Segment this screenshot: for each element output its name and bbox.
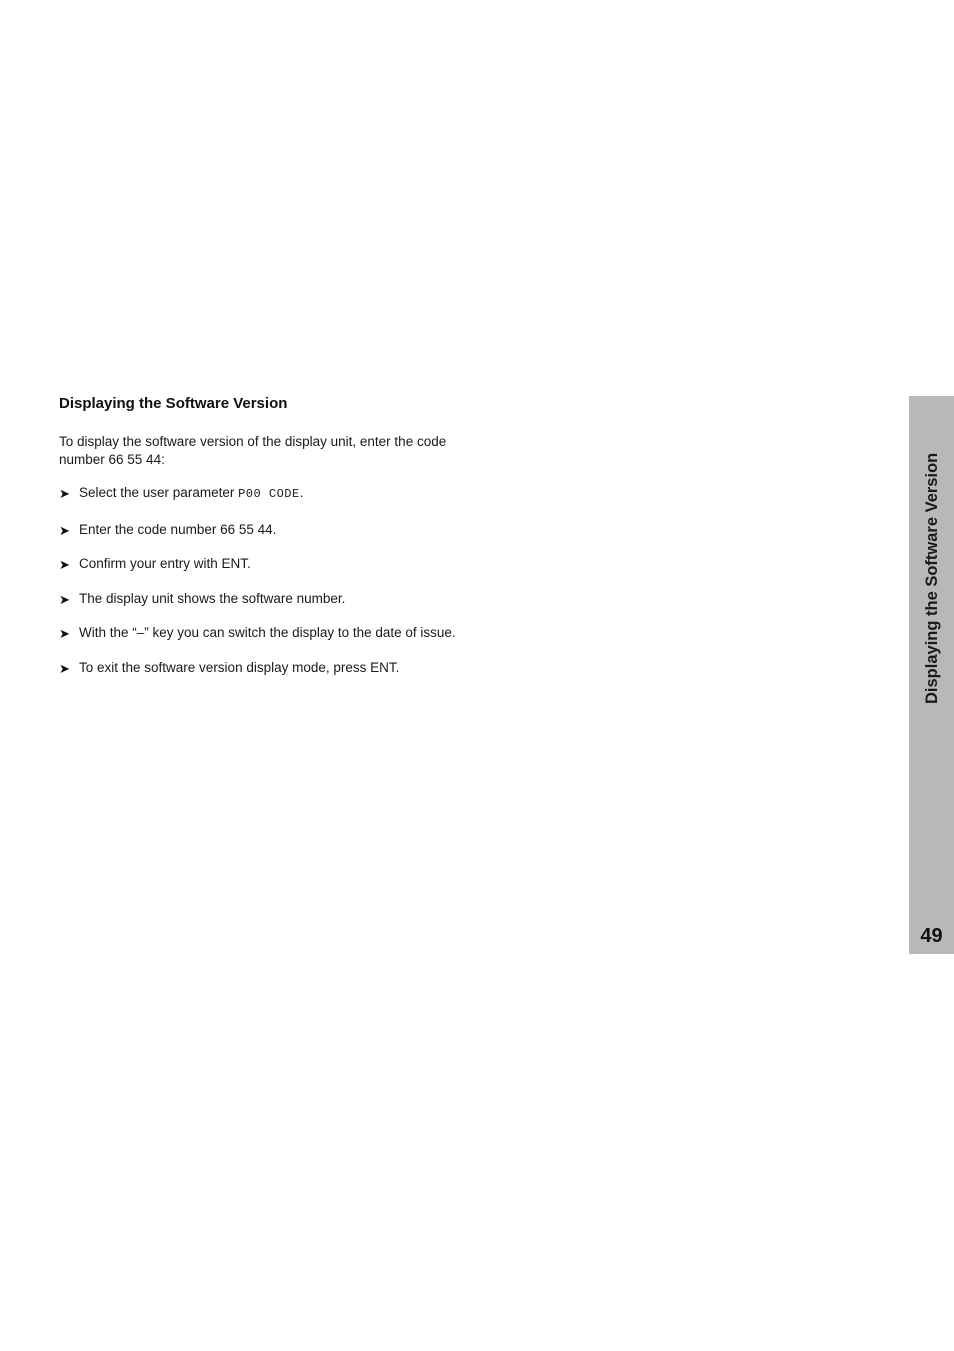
step-text: Select the user parameter: [79, 485, 239, 500]
step-item: [59, 555, 459, 573]
arrow-bullet-icon: ➤: [59, 660, 70, 676]
arrow-bullet-icon: ➤: [59, 591, 70, 607]
main-content: [59, 394, 459, 693]
step-text: Confirm your entry with ENT.: [79, 556, 251, 571]
section-heading: Displaying the Software Version: [59, 395, 288, 412]
arrow-bullet-icon: ➤: [59, 557, 70, 572]
intro-paragraph: To display the software version of the display unit, enter the code number 66 55 44:: [59, 434, 447, 467]
step-text: Enter the code number 66 55 44.: [79, 521, 277, 537]
parameter-code: P00 CODE: [238, 487, 300, 501]
step-text: To exit the software version display mode, press ENT.: [79, 659, 400, 675]
steps-list: [59, 484, 459, 676]
step-item: [59, 484, 459, 504]
step-text: With the “–” key you can switch the display to the date of issue.: [79, 625, 456, 640]
step-item: [59, 521, 459, 539]
arrow-bullet-icon: ➤: [59, 626, 70, 641]
step-item: [59, 659, 459, 677]
step-item: [59, 590, 459, 608]
step-text: The display unit shows the software number.: [79, 590, 346, 606]
arrow-bullet-icon: ➤: [59, 522, 70, 538]
step-item: [59, 624, 459, 642]
page-number: 49: [920, 925, 943, 947]
side-tab-title: Displaying the Software Version: [923, 452, 941, 704]
step-text-suffix: .: [299, 485, 304, 500]
arrow-bullet-icon: ➤: [59, 486, 70, 501]
